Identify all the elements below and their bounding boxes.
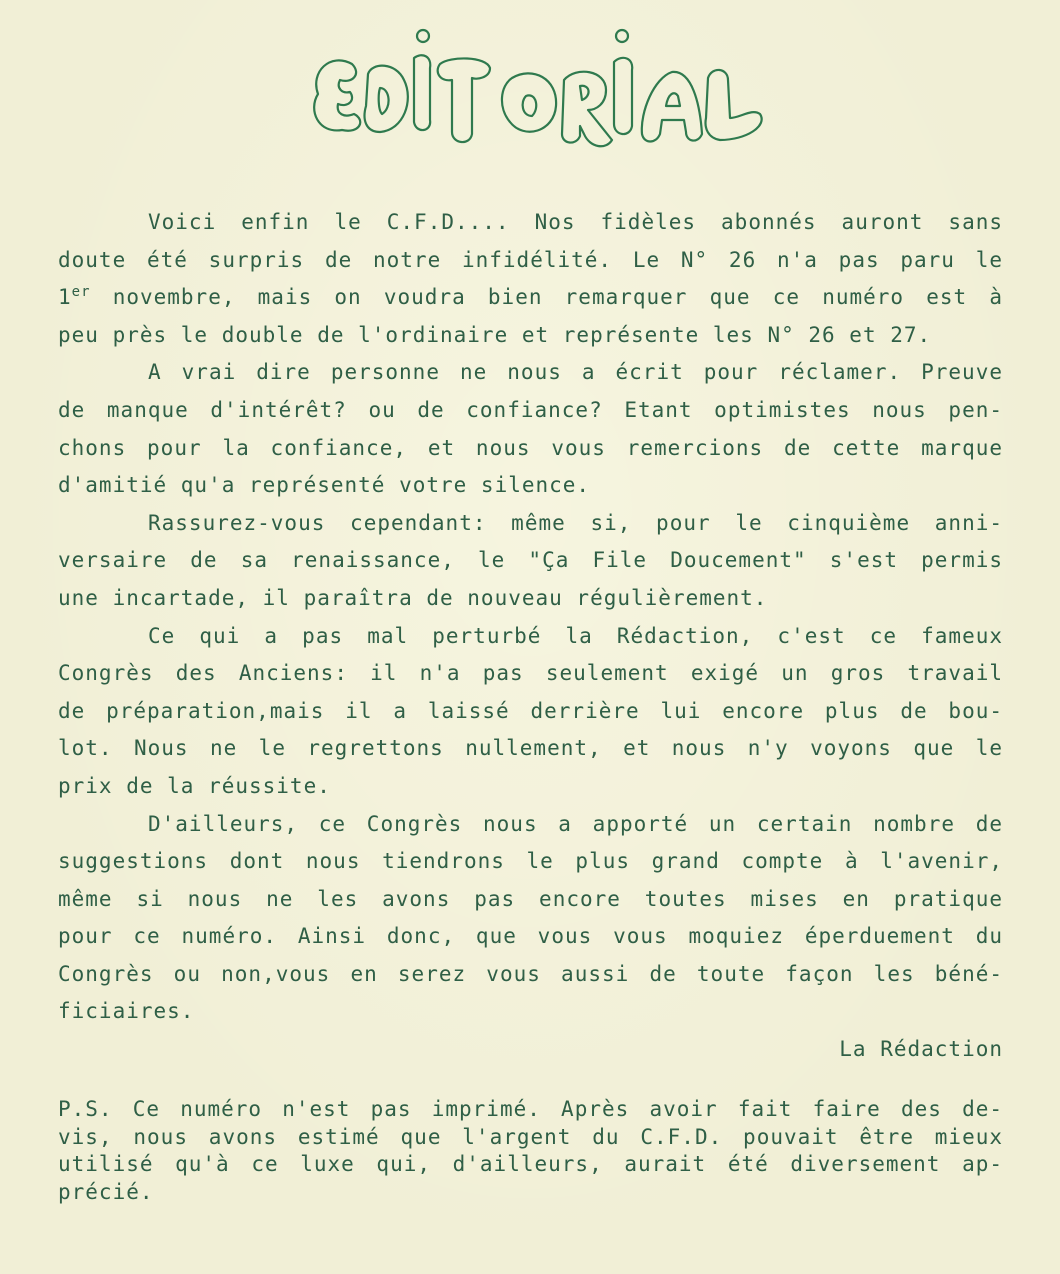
text-fragment: 1	[58, 285, 72, 310]
text-line: Voici enfin le C.F.D.... Nos fidèles abonnés auront sans	[148, 210, 1003, 234]
ps-line: P.S. Ce numéro n'est pas imprimé. Après avoir fait faire des de-	[58, 1097, 1003, 1121]
ps-line: précié.	[58, 1179, 154, 1204]
text-line: ficiaires.	[58, 999, 195, 1024]
text-line: Rassurez-vous cependant: même si, pour le cinquième anni-	[148, 510, 1003, 535]
text-line: de manque d'intérêt? ou de confiance? Etant optimistes nous pen-	[58, 397, 1003, 422]
text-fragment: novembre, mais on voudra bien remarquer que ce numéro est à	[90, 285, 1003, 310]
superscript: er	[71, 284, 91, 301]
text-line: peu près le double de l'ordinaire et représente les N° 26 et 27.	[58, 322, 932, 347]
postscript	[58, 1096, 1003, 1206]
text-line: doute été surpris de notre infidélité. Le N° 26 n'a pas paru le	[58, 247, 1003, 272]
editorial-logo	[300, 22, 770, 162]
text-line: Ce qui a pas mal perturbé la Rédaction, c'est ce fameux	[148, 623, 1003, 648]
text-line: Congrès des Anciens: il n'a pas seulement exigé un gros travail	[58, 661, 1003, 686]
text-line: D'ailleurs, ce Congrès nous a apporté un certain nombre de	[148, 811, 1003, 836]
text-line: Congrès ou non,vous en serez vous aussi de toute façon les béné-	[58, 961, 1003, 986]
text-line: même si nous ne les avons pas encore toutes mises en pratique	[58, 886, 1003, 911]
text-line: d'amitié qu'a représenté votre silence.	[58, 473, 591, 498]
text-line	[58, 279, 1003, 317]
ps-line: utilisé qu'à ce luxe qui, d'ailleurs, aurait été diversement ap-	[58, 1152, 1003, 1176]
editorial-body	[58, 204, 1003, 1069]
text-line: A vrai dire personne ne nous a écrit pour réclamer. Preuve	[148, 360, 1003, 385]
text-line: pour ce numéro. Ainsi donc, que vous vous moquiez éperduement du	[58, 924, 1003, 949]
text-line: prix de la réussite.	[58, 773, 331, 798]
signature: La Rédaction	[839, 1037, 1003, 1062]
text-line: une incartade, il paraîtra de nouveau régulièrement.	[58, 585, 768, 610]
ps-line: vis, nous avons estimé que l'argent du C.F.D. pouvait être mieux	[58, 1124, 1003, 1149]
text-line: chons pour la confiance, et nous vous remercions de cette marque	[58, 435, 1003, 460]
editorial-logo-drawing	[300, 22, 770, 162]
text-line: de préparation,mais il a laissé derrière lui encore plus de bou-	[58, 698, 1003, 723]
text-line: suggestions dont nous tiendrons le plus grand compte à l'avenir,	[58, 849, 1003, 874]
text-line: versaire de sa renaissance, le "Ça File Doucement" s'est permis	[58, 548, 1003, 573]
text-line: lot. Nous ne le regrettons nullement, et nous n'y voyons que le	[58, 736, 1003, 761]
